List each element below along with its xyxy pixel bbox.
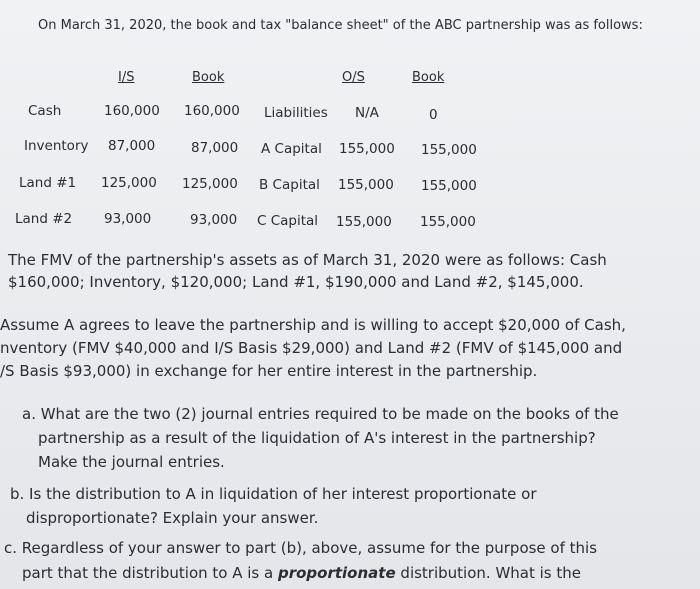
- land2-book: 93,000: [190, 212, 238, 228]
- liabilities-book: 0: [429, 107, 438, 123]
- b-capital-book: 155,000: [421, 178, 477, 194]
- b-capital-os: 155,000: [338, 177, 394, 193]
- liab-a-capital: A Capital: [261, 141, 322, 157]
- question-c-text-pre: part that the distribution to A is a: [22, 564, 274, 582]
- inventory-book: 87,000: [191, 140, 239, 156]
- a-capital-book: 155,000: [421, 142, 477, 158]
- header-is: I/S: [118, 70, 135, 85]
- header-os: O/S: [342, 70, 365, 85]
- assume-line-2: nventory (FMV $40,000 and I/S Basis $29,000) and Land #2 (FMV of $145,000 and: [0, 339, 623, 357]
- question-a-line-3: Make the journal entries.: [38, 453, 225, 471]
- land1-is: 125,000: [101, 175, 157, 191]
- asset-land-2: Land #2: [15, 211, 73, 227]
- cash-book: 160,000: [184, 103, 240, 119]
- liab-c-capital: C Capital: [257, 213, 319, 229]
- question-b-line-1: b. Is the distribution to A in liquidation of her interest proportionate or: [10, 485, 537, 503]
- liabilities-os: N/A: [355, 105, 379, 121]
- question-b-line-2: disproportionate? Explain your answer.: [26, 509, 319, 527]
- question-c-line-2: [22, 563, 581, 584]
- inventory-is: 87,000: [108, 138, 156, 154]
- header-book: Book: [192, 70, 225, 85]
- land2-is: 93,000: [104, 211, 152, 227]
- cash-is: 160,000: [104, 103, 160, 119]
- asset-cash: Cash: [28, 103, 62, 119]
- a-capital-os: 155,000: [339, 141, 395, 157]
- c-capital-book: 155,000: [420, 214, 476, 230]
- assume-line-1: Assume A agrees to leave the partnership and is willing to accept $20,000 of Cash,: [0, 316, 626, 334]
- land1-book: 125,000: [182, 176, 238, 192]
- fmv-line-2: $160,000; Inventory, $120,000; Land #1, $190,000 and Land #2, $145,000.: [8, 273, 584, 291]
- c-capital-os: 155,000: [336, 214, 392, 230]
- question-a-line-2: partnership as a result of the liquidation of A's interest in the partnership?: [38, 429, 596, 447]
- asset-land-1: Land #1: [19, 175, 77, 191]
- question-c-text-post: distribution. What is the: [400, 564, 581, 582]
- liab-b-capital: B Capital: [259, 177, 320, 193]
- liab-liabilities: Liabilities: [264, 105, 328, 121]
- assume-line-3: /S Basis $93,000) in exchange for her entire interest in the partnership.: [0, 362, 538, 380]
- proportionate-emphasis: proportionate: [277, 564, 396, 582]
- fmv-line-1: The FMV of the partnership's assets as of March 31, 2020 were as follows: Cash: [8, 251, 607, 269]
- question-c-line-1: c. Regardless of your answer to part (b), above, assume for the purpose of this: [4, 539, 598, 557]
- asset-inventory: Inventory: [24, 138, 89, 154]
- intro-text: On March 31, 2020, the book and tax "balance sheet" of the ABC partnership was as follows:: [38, 18, 643, 33]
- header-book2: Book: [412, 70, 445, 85]
- question-a-line-1: a. What are the two (2) journal entries required to be made on the books of the: [22, 405, 619, 423]
